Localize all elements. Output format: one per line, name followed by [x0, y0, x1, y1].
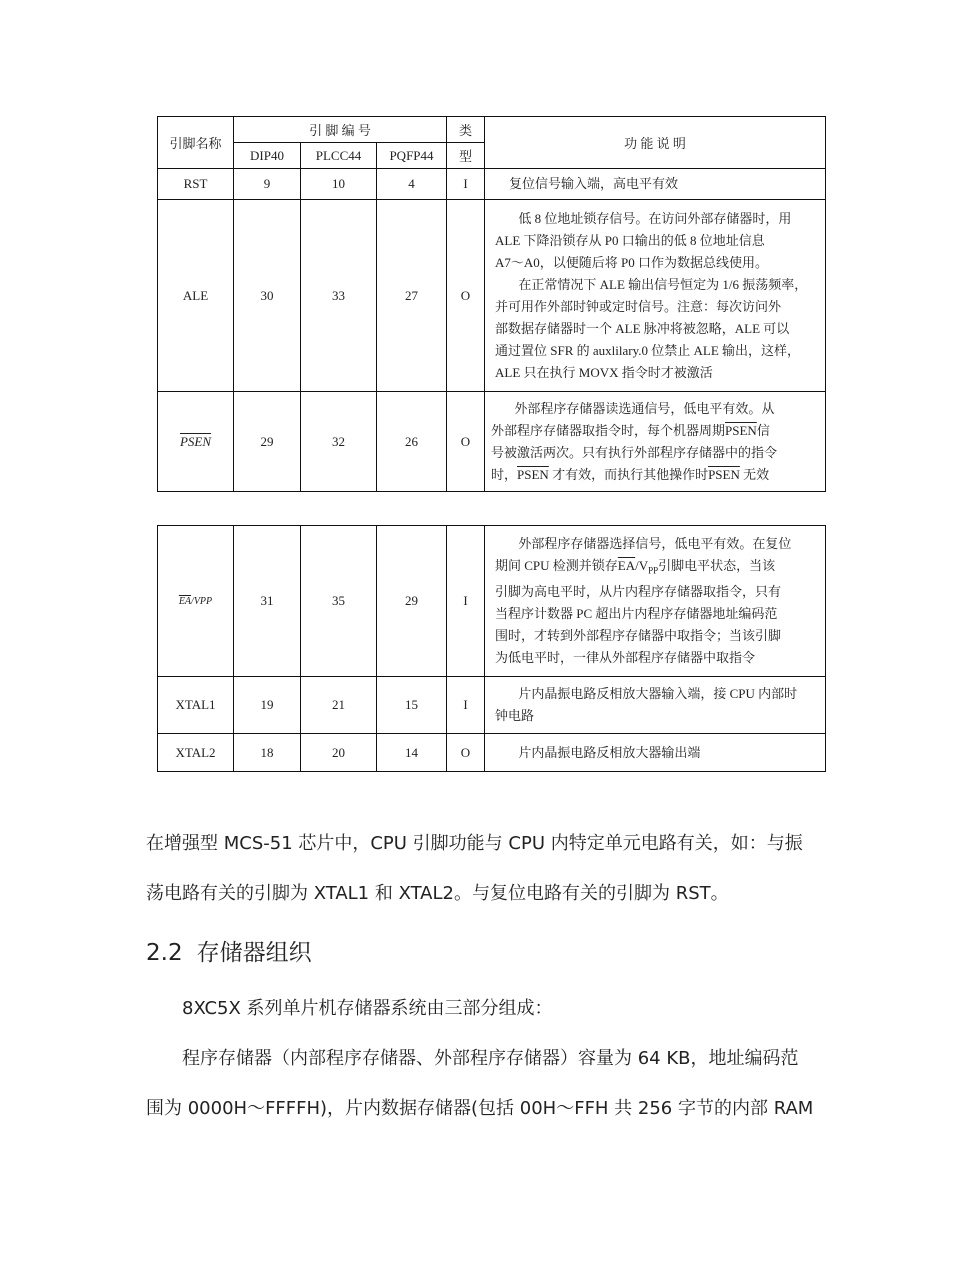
pin-description: 低 8 位地址锁存信号。在访问外部存储器时，用 ALE 下降沿锁存从 P0 口输出的低 8 位地址信息 A7～A0，以便随后将 P0 口作为数据总线使用。 在正常情况下 ALE 输出信号恒定为 1/6 振荡频率， 并可用作外部时钟或定时信号。注意：每次访问外 部数据存储器时一个 ALE 脉冲将被忽略，ALE 可以 通过置位 SFR 的 auxlilary.0 位禁止 ALE 输出，这样， ALE 只在执行 MOVX 指令时才被激活	[485, 200, 826, 392]
header-pin-name: 引脚名称	[158, 117, 234, 169]
pin-description: 片内晶振电路反相放大器输入端，接 CPU 内部时 钟电路	[485, 677, 826, 734]
pin-pqfp44: 15	[377, 677, 447, 734]
header-type-bottom: 型	[447, 143, 485, 169]
pin-plcc44: 21	[301, 677, 377, 734]
header-dip40: DIP40	[234, 143, 301, 169]
section-number: 2.2	[146, 940, 183, 966]
pin-name: PSEN	[158, 392, 234, 492]
pin-description: 外部程序存储器读选通信号，低电平有效。从 外部程序存储器取指令时，每个机器周期PSEN信 号被激活两次。只有执行外部程序存储器中的指令 时，PSEN 才有效，而执行其他操作时PSEN 无效	[485, 392, 826, 492]
pin-pqfp44: 27	[377, 200, 447, 392]
pin-plcc44: 32	[301, 392, 377, 492]
pin-dip40: 29	[234, 392, 301, 492]
pin-dip40: 30	[234, 200, 301, 392]
table-row-ea-vpp	[158, 526, 826, 677]
pin-description: 复位信号输入端，高电平有效	[485, 169, 826, 200]
table-row-psen	[158, 392, 826, 492]
pin-plcc44: 33	[301, 200, 377, 392]
table-row-xtal1	[158, 677, 826, 734]
pin-pqfp44: 26	[377, 392, 447, 492]
header-function: 功 能 说 明	[485, 117, 826, 169]
pin-name: $\overline{EA}$/VPP	[158, 526, 234, 677]
body-paragraph-line: 8XC5X 系列单片机存储器系统由三部分组成：	[182, 998, 553, 1019]
header-type-top: 类	[447, 117, 485, 143]
body-paragraph-line: 程序存储器（内部程序存储器、外部程序存储器）容量为 64 KB，地址编码范	[182, 1048, 799, 1069]
table-row-ale	[158, 200, 826, 392]
table-row-rst	[158, 169, 826, 200]
pin-dip40: 9	[234, 169, 301, 200]
pin-plcc44: 10	[301, 169, 377, 200]
header-pin-number: 引 脚 编 号	[234, 117, 447, 143]
body-paragraph-line: 围为 0000H～FFFFH)，片内数据存储器(包括 00H～FFH 共 256 字节的内部 RAM	[146, 1098, 814, 1119]
pin-type: I	[447, 677, 485, 734]
pin-type: O	[447, 392, 485, 492]
pin-type: O	[447, 200, 485, 392]
pin-name: XTAL2	[158, 734, 234, 772]
pin-table-part1	[157, 116, 826, 492]
pin-type: I	[447, 526, 485, 677]
section-title: 存储器组织	[196, 940, 312, 966]
pin-type: I	[447, 169, 485, 200]
section-heading	[146, 934, 312, 967]
pin-dip40: 19	[234, 677, 301, 734]
header-pqfp44: PQFP44	[377, 143, 447, 169]
pin-name: RST	[158, 169, 234, 200]
pin-dip40: 18	[234, 734, 301, 772]
table-row-xtal2	[158, 734, 826, 772]
pin-table-part2	[157, 525, 826, 772]
pin-dip40: 31	[234, 526, 301, 677]
pin-pqfp44: 14	[377, 734, 447, 772]
pin-name: XTAL1	[158, 677, 234, 734]
pin-pqfp44: 4	[377, 169, 447, 200]
pin-description: 片内晶振电路反相放大器输出端	[485, 734, 826, 772]
pin-type: O	[447, 734, 485, 772]
pin-pqfp44: 29	[377, 526, 447, 677]
pin-plcc44: 20	[301, 734, 377, 772]
pin-description: 外部程序存储器选择信号，低电平有效。在复位 期间 CPU 检测并锁存$\overline{EA}/V_{PP}$引脚电平状态，当该 引脚为高电平时，从片内程序存储器取指令，只有 当程序计数器 PC 超出片内程序存储器地址编码范 围时，才转到外部程序存储器中取指令；当该引脚 为低电平时，一律从外部程序存储器中取指令	[485, 526, 826, 677]
body-paragraph-line: 荡电路有关的引脚为 XTAL1 和 XTAL2。与复位电路有关的引脚为 RST。	[146, 883, 729, 904]
pin-name: ALE	[158, 200, 234, 392]
body-paragraph-line: 在增强型 MCS-51 芯片中，CPU 引脚功能与 CPU 内特定单元电路有关，如：与振	[146, 833, 803, 854]
header-plcc44: PLCC44	[301, 143, 377, 169]
pin-plcc44: 35	[301, 526, 377, 677]
